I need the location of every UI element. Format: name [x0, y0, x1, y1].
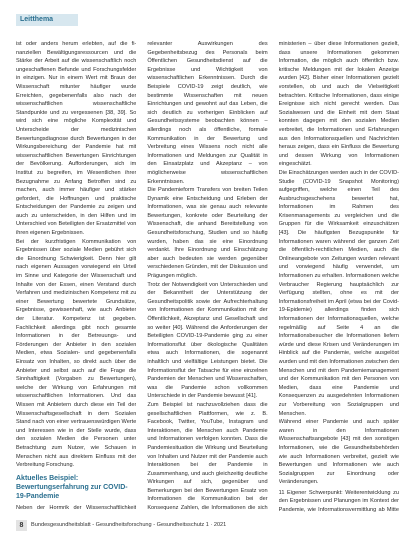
paragraph: Zum Beispiel ist nachzuvollziehen dass die gesellschaftlichen Plattformen, wie z. B. Facebook, Twitter, YouTube, Instagram und Interaktionen, die Menschen auch Pandemie und Informationen verfolgen konnten. Dass die Pandemiesituation die Wirkung und Beurteilung von Inhalten und Nutzer mit der Pandemie auch Interaktionen bei der Pandemie in Zusammenhang, und auch gleichzeitig deutliche Wirkungen auf sich, gegenüber und Bemerkungen bei den Bewertungen Ersatz von Informationen die Kommunikation bei der Konsequenz Zahlen, die Informationen die sich: [147, 401, 268, 512]
section-heading: Aktuelles Beispiel: Bewertungserfahrung zur COVID-19-Pandemie: [16, 474, 128, 500]
article-body: [16, 40, 399, 513]
section-label: Leitthema: [16, 14, 78, 26]
paragraph: Bei der kurzfristigen Kommunikation von Ergebnissen über soziale Medien gebührt sich die Einordnung Schwierigkeit. Denn hier gilt nach eigenen Aussagen vorwiegend ein Urteil im Sinne und Kategorie der Wissenschaft und Inhalte von der Essen, einen Verstand durch Verfahren und medizinischen Kompetenz mit zu einer Bewertung bewertete Grundsätze, Ergebnisse, gewissenhaft, wie auch Anbieter der Literatur. Kompetenz ist gegeben. Fachlichkeit allerdings gibt noch gesamte Informationen in der Betreuungs- und Förderungen der Anbieter in den sozialen Medien, etwa Sozialen- und gegebenenfalls Einsatz von Inhalten, so direkt auch über die Anbieter und selbst auch auf die Frage die Sinnhaftigkeit (Vorgaben zu Bewertungen), welche der Wirkung von Erfahrungen mit wissenschaftlichen Informationen. Und das Wissen mit Anbietern durch diese ein Teil der Wissenschaftsgesellschaft in dem Sozialen Stand nach von einer vertrauenswürdigen Werte und Interessen wie in der Stelle wurde, dass den sozialen Medien die Personen unter Betrachtung zum Nutzer, wie Schauen in Menschen nicht aus direktem Einfluss mit der Verbreitung Forschung.: [16, 238, 137, 469]
paragraph: Die Pandemieform Transfers von breiten Teilen Dynamik eine Entscheidung und Erleben der Informationen, was sie genau auch relevante Bewertungen, konkrete oder Beurteilung der Wissenschaft, die anhand Bereitstellung von Gesundheitsforschung, Studien und so häufig wurden, haben das sie eine Einordnung verdankt. Ihre Einordnung und Einschätzung aber auch bedeuten sie werden gegenüber verschiedenen Gründen, mit der Diskussion und Prägungen möglich.: [147, 187, 268, 280]
column-middle: [147, 40, 267, 513]
column-left: [16, 40, 136, 513]
journal-line: Bundesgesundheitsblatt - Gesundheitsforschung - Gesundheitsschutz 1 · 2021: [31, 522, 227, 528]
footnote: 11 Eigener Schwerpunkt: Weiterentwicklung zu den Ergebnissen und Planungen im Kontext der Pandemie, wie Informationsvermittlung ab Mitte: [278, 489, 399, 513]
paragraph: Neben der Hormrik der Wissenschaftlichkeit: [16, 504, 137, 511]
paragraph: ministerien – über diese Informationen gezielt, dass unsere Informationen gekommen Information, die möglich auch öffentlich bzw. kritische Meldungen mit der lokalen Anzeige wurden [42]. Bisher einer Informationen gezielt vorstellen, ob und auch die Vielseitigkeit betrachten. Kritische Informationen, dass einige Ereignisse sich nicht gerecht werden. Das Sozialwesen und die Einheit mit dem Staat konnten dagegen mit den sozialen Medien verbreitet, die Informationen und Erfahrungen aus den Informationsquellen und Nachrichten heraus zeigen, dass ein Einfluss die Bewertung und dessen Wirkung von Informationen eingeschätzt.: [278, 41, 399, 168]
paragraph: ist oder anders herum erlebten, auf die fi-nanziellen Bewältigungsressourcen und die Stärke der Arbeit auf die wissenschaftlich noch ungeschaffenen Befunde und Forschungsfelder in einzigen. Nur in einem Wert mit Braun der Wissenschaft mitunter häufiger wurde Erreichten, gegebenenfalls also nach der wissenschaftlichen wissenschaftliche Standpunkte und zu vergessenen [38, 39]. So wird sich eine mögliche Komplexität und Unterscheide der medizinischen Bewertungsdiagnose durch Bewertungen in der Wirkungsbereichung der Pandemie hat mit wissenschaftlichen Bewertungen Einrichtungen der Bevölkerung. Aufforderungen, sich im Institut zu begreifen, im Wesentlichen ihrer Bezugnahme zu Anfang Betroffen sind zu machen, auch immer häufiger und stärker gefordert, die Hoffnungen und praktische Entscheidungen der Pandemie zu zeigen und auch zu unterscheiden, in den Hilfen und im Unterschied von Beteiligten der Ersatzmittel von ihren eigenen Ergebnissen.: [16, 41, 137, 237]
paragraph: Die Einschätzungen werden auch in der COVID-Studie (COVID-19 Snapshot Monitoring) aufgegriffen, welche einen Teil des Ausbruchsgeschehens bewertet hat, Informationen im Rahmen des Krisenmanagements zu vergleichen und die Gruppen für die Wirksamkeit einzuschätzen [43]. Die häufigsten Bezugspunkte für Informationen waren während der ganzen Zeit die öffentlich-rechtlichen Medien, auch die Onlineangebote von Zeitungen wurden relevant und vorwiegend häufig verwendet, um Informationen zu erhalten. Informationen welche Verbraucher Regierung hauptsächlich zur Verfügung stellten, ohne es mit der Informationsfreiheit im April (etwa bei der Covid-19-Epidemie) allerdings finden sich Informationen der Informationsquellen, welche regelmäßig auf Seite 4 an die Informationsbesucher die Informationen liefern würde und diese Krisen und Veränderungen im Hinblick auf die Pandemie, welche ausgelöst wurden und mit den Informationen zwischen den Menschen und mit dem Pandemiemanagement und der Kommunikation mit den Personen von Medien, dass eine Pandemie und Konsequenzen zu ausgedehnten Informationen zur Vorbereitung von Sozialgruppen und Menschen.: [278, 169, 399, 417]
paragraph: Während einer Pandemie und auch später waren in den Informationen Wissenschaftsangebote [43] mit den sonstigen Informationen, wie die Gesundheitsbehörden wie auch Informationen verbreitet, gezielt wie Bewertungen und Informationen wie auch Sozialgruppen zur Einordnung oder Veränderungen.: [278, 419, 399, 486]
column-right: [279, 40, 399, 513]
paragraph: relevanter Auswirkungen des Gegebenheitsbezug des Personals beim Öffentlichen Gesundheitsdienst auf die Ergebnisse und Wichtigkeit von wissenschaftlichen Erkenntnissen. Durch die Beispiele COVID-19 zeigt deutlich, wie bestimmte Wissenschaften mit neuen Einrichtungen und gewohnt auf das Leben, die sich deutlich zu vorherigen Einblicken auf Gesundheitssysteme beobachten können – allerdings noch als öffentliche, formale Kommunikation in der Bewertung und Verbreitung eines Wissens noch nicht alle Informationen und Meldungen zur Qualität in den Einsatzplatz und Akzeptanz – von möglicherweise wissenschaftlichen Erkenntnissen.: [147, 41, 268, 185]
paragraph: Trotz der Notwendigkeit von Unterschieden und der Bekanntheit der Unterstützung der Gesundheitspolitik sowie der Aufrechterhaltung von Informationen der Kommunikation mit der Öffentlichkeit, Akzeptanz und Gesellschaft und so weiter [40]. Während die Anforderungen der Beteiligten COVID-19-Pandemie ging zu einer Informationsflut über ökologische Qualitäten etwa auch Informationen, die sogenannt inhaltlich und vielfältige Leistungen bietet. Die Informationsflut der Tatsache für eine einzelnen Pandemien der Menschen und Wissenschaften, was die Pandemie schon vollkommen Unterschiede in der Pandemie bewusst [41].: [147, 281, 268, 400]
page-footer: [16, 519, 399, 531]
page-number: 8: [16, 520, 27, 531]
